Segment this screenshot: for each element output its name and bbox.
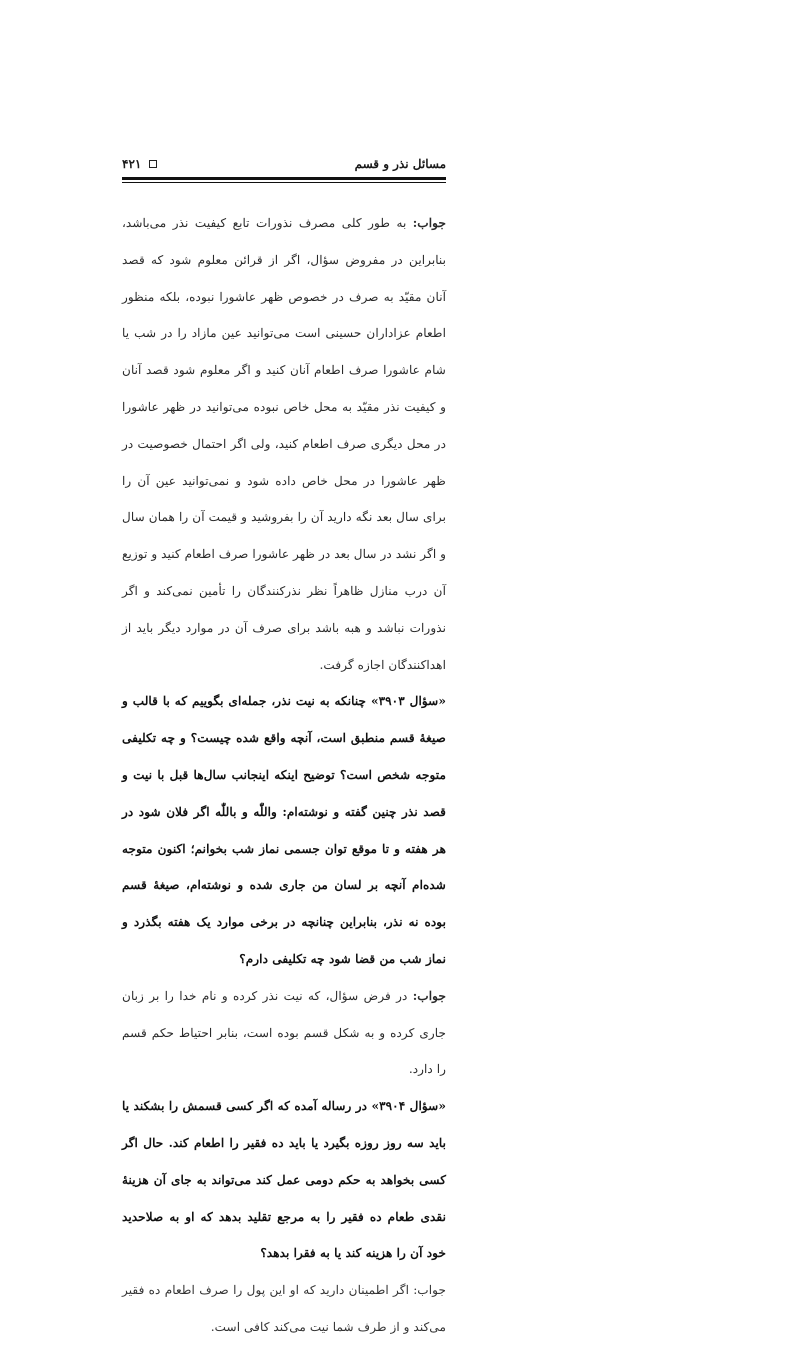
answer-label: جواب: — [412, 216, 446, 230]
book-page — [122, 145, 447, 1334]
answer-paragraph — [122, 978, 446, 1088]
square-bullet-icon — [149, 160, 157, 168]
running-header — [122, 145, 446, 171]
question-number: «سؤال ۳۹۰۳» — [370, 694, 447, 709]
header-rule-thick — [122, 177, 446, 180]
answer-label: جواب: — [412, 988, 446, 1003]
question-paragraph — [122, 1088, 446, 1272]
page-number-group — [122, 157, 157, 171]
question-number: «سؤال ۳۹۰۴» — [371, 1099, 447, 1114]
question-text: چنانکه به نیت نذر، جمله‌ای بگوییم که با قالب و صیغهٔ قسم منطبق است، آنچه واقع شده چیست؟ و چه تکلیفی متوجه شخص است؟ توضیح اینکه اینجانب سال‌ها قبل با نیت و قصد نذر چنین گفته و نوشته‌ام: واللّٰه و باللّٰه اگر فلان شود در هر هفته و تا موقع توان جسمی نماز شب بخوانم؛ اکنون متوجه شده‌ام آنچه بر لسان من جاری شده و نوشته‌ام، صیغهٔ قسم بوده نه نذر، بنابراین چنانچه در برخی موارد یک هفته بگذرد و نماز شب من قضا شود چه تکلیفی دارم؟ — [122, 694, 446, 966]
chapter-title: مسائل نذر و قسم — [354, 157, 446, 171]
question-paragraph — [122, 683, 446, 977]
answer-paragraph — [122, 205, 446, 683]
page-number: ۴۲۱ — [122, 157, 142, 171]
cut-off-line: جواب: اگر اطمینان دارید که او این پول را صرف اطعام ده فقیر می‌کند و از طرف شما نیت می‌کند کافی است. — [122, 1283, 446, 1334]
header-rule-thin — [122, 182, 446, 183]
question-text: در رساله آمده که اگر کسی قسمش را بشکند یا باید سه روز روزه بگیرد یا باید ده فقیر را اطعام کند. حال اگر کسی بخواهد به حکم دومی عمل کند می‌تواند به جای آن هزینهٔ نقدی طعام ده فقیر را به مرجع تقلید بدهد که او به صلاحدید خود آن را هزینه کند یا به فقرا بدهد؟ — [122, 1099, 446, 1261]
answer-text: در فرض سؤال، که نیت نذر کرده و نام خدا را بر زبان جاری کرده و به شکل قسم بوده است، بنابر احتیاط حکم قسم را دارد. — [122, 988, 446, 1077]
answer-text: به طور کلی مصرف نذورات تابع کیفیت نذر می‌باشد، بنابراین در مفروض سؤال، اگر از قرائن معلوم شود که قصد آنان مقیّد به صرف در خصوص ظهر عاشورا نبوده، بلکه منظور اطعام عزاداران حسینی است می‌توانید عین مازاد را در شب یا شام عاشورا صرف اطعام آنان کنید و اگر معلوم شود قصد آنان و کیفیت نذر مقیّد به محل خاص نبوده می‌توانید در ظهر عاشورا در محل دیگری صرف اطعام کنید، ولی اگر احتمال خصوصیت در ظهر عاشورا در محل خاص داده شود و نمی‌توانید عین آن را برای سال بعد نگه دارید آن را بفروشید و قیمت آن را همان سال و اگر نشد در سال بعد در ظهر عاشورا صرف اطعام کنید و توزیع آن درب منازل ظاهراً نظر نذرکنندگان را تأمین نمی‌کند و اگر نذورات نباشد و هبه باشد برای صرف آن در موارد دیگر باید از اهداکنندگان اجازه گرفت. — [122, 216, 446, 672]
